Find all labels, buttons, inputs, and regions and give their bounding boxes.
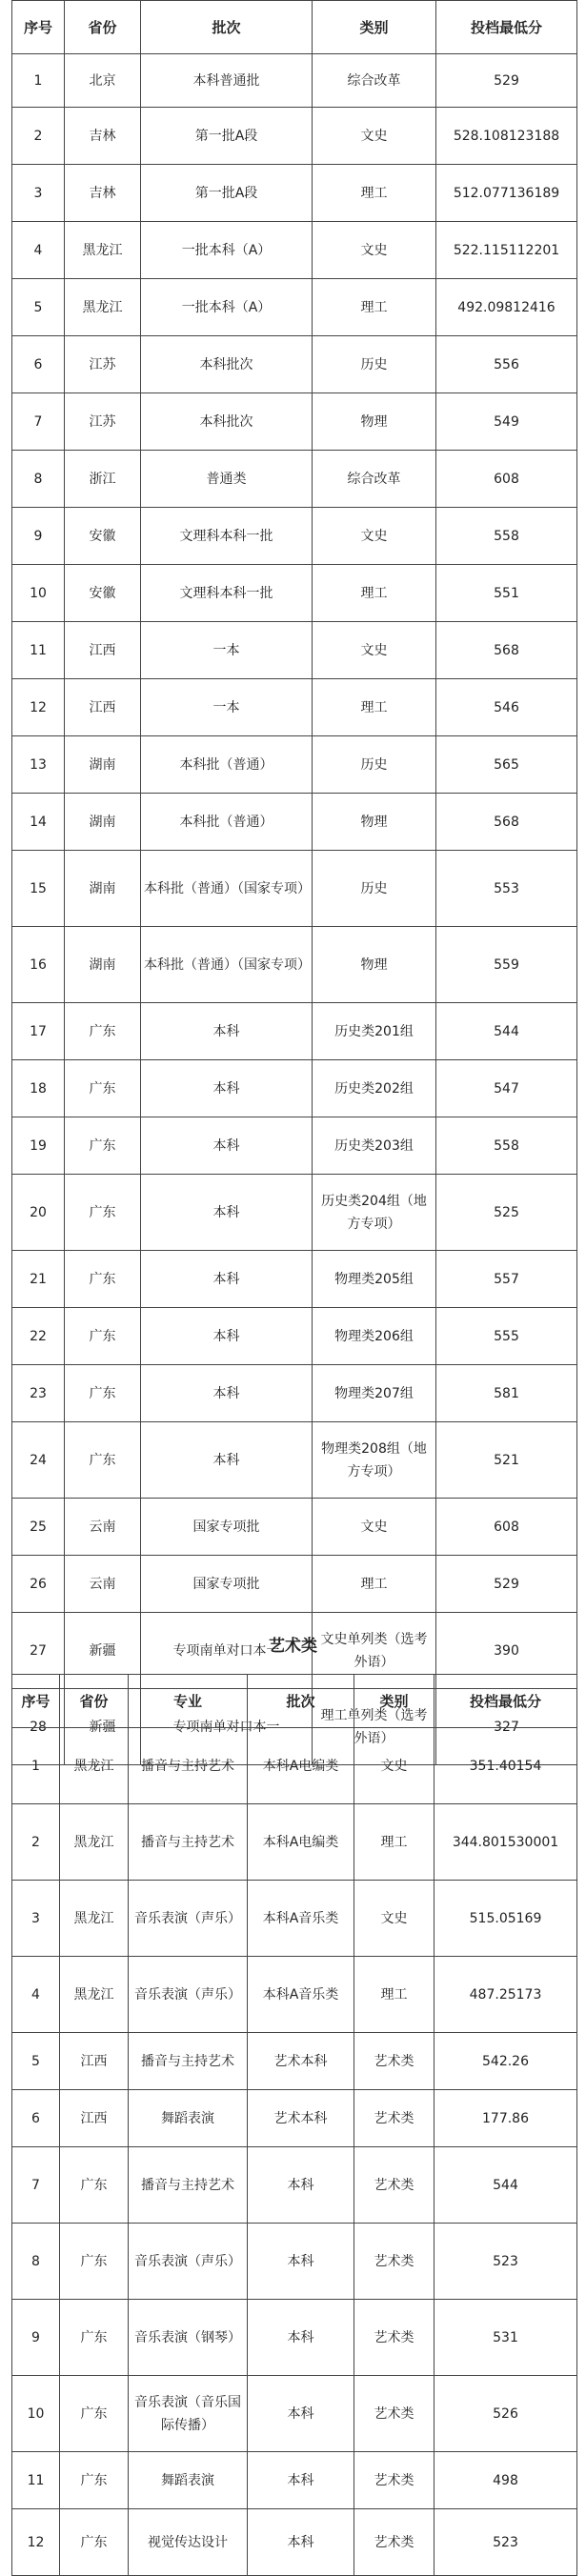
cell-index: 6 — [12, 2090, 60, 2147]
cell-category: 艺术类 — [354, 2224, 434, 2300]
cell-min-score: 565 — [436, 736, 577, 794]
cell-batch: 本科批（普通）（国家专项） — [141, 927, 313, 1003]
cell-batch: 专项南单对口本一 — [141, 1689, 313, 1765]
cell-category: 历史 — [313, 736, 436, 794]
cell-province: 黑龙江 — [65, 222, 141, 279]
cell-min-score: 556 — [436, 336, 577, 393]
cell-min-score: 523 — [434, 2224, 577, 2300]
cell-category: 历史类201组 — [313, 1003, 436, 1060]
col-header-min-score: 投档最低分 — [436, 1, 577, 54]
cell-category: 历史 — [313, 851, 436, 927]
cell-province: 江苏 — [65, 393, 141, 451]
cell-min-score: 487.25173 — [434, 1957, 577, 2033]
col-header-province: 省份 — [65, 1, 141, 54]
cell-batch: 一本 — [141, 679, 313, 736]
table-row — [12, 165, 577, 222]
cell-province: 云南 — [65, 1499, 141, 1556]
col-header-batch: 批次 — [141, 1, 313, 54]
cell-index: 2 — [12, 108, 65, 165]
cell-province: 江西 — [60, 2033, 129, 2090]
cell-category: 文史 — [313, 622, 436, 679]
cell-index: 6 — [12, 336, 65, 393]
cell-category: 物理类205组 — [313, 1251, 436, 1308]
table-row — [12, 2090, 577, 2147]
col-header-province: 省份 — [60, 1675, 129, 1728]
cell-batch: 本科 — [141, 1003, 313, 1060]
cell-index: 9 — [12, 508, 65, 565]
col-header-batch: 批次 — [248, 1675, 354, 1728]
cell-index: 4 — [12, 1957, 60, 2033]
cell-province: 江西 — [65, 622, 141, 679]
table-row — [12, 1060, 577, 1117]
cell-province: 广东 — [65, 1003, 141, 1060]
cell-category: 历史类203组 — [313, 1117, 436, 1175]
admission-table — [11, 0, 577, 1765]
cell-province: 广东 — [65, 1175, 141, 1251]
cell-category: 物理 — [313, 794, 436, 851]
cell-min-score: 553 — [436, 851, 577, 927]
cell-category: 历史 — [313, 336, 436, 393]
table-row — [12, 1251, 577, 1308]
cell-major: 音乐表演（钢琴） — [129, 2300, 248, 2376]
cell-province: 广东 — [65, 1308, 141, 1365]
cell-province: 吉林 — [65, 108, 141, 165]
cell-min-score: 351.40154 — [434, 1728, 577, 1804]
cell-province: 安徽 — [65, 508, 141, 565]
cell-category: 文史 — [354, 1728, 434, 1804]
table-row — [12, 1175, 577, 1251]
cell-index: 18 — [12, 1060, 65, 1117]
cell-min-score: 498 — [434, 2452, 577, 2509]
cell-category: 理工 — [354, 1957, 434, 2033]
cell-batch: 本科批（普通）（国家专项） — [141, 851, 313, 927]
cell-batch: 本科 — [248, 2376, 354, 2452]
cell-category: 艺术类 — [354, 2090, 434, 2147]
cell-province: 新疆 — [65, 1689, 141, 1765]
cell-min-score: 544 — [434, 2147, 577, 2224]
cell-major: 播音与主持艺术 — [129, 1728, 248, 1804]
cell-major: 舞蹈表演 — [129, 2090, 248, 2147]
cell-index: 1 — [12, 1728, 60, 1804]
cell-index: 8 — [12, 2224, 60, 2300]
cell-min-score: 546 — [436, 679, 577, 736]
cell-batch: 本科批（普通） — [141, 794, 313, 851]
cell-category: 物理类207组 — [313, 1365, 436, 1422]
cell-major: 舞蹈表演 — [129, 2452, 248, 2509]
cell-category: 物理 — [313, 393, 436, 451]
table-row — [12, 622, 577, 679]
cell-province: 江西 — [60, 2090, 129, 2147]
cell-index: 12 — [12, 2509, 60, 2576]
cell-category: 物理类208组（地方专项） — [313, 1422, 436, 1499]
cell-min-score: 492.09812416 — [436, 279, 577, 336]
cell-index: 12 — [12, 679, 65, 736]
cell-province: 湖南 — [65, 927, 141, 1003]
cell-index: 22 — [12, 1308, 65, 1365]
table-row — [12, 736, 577, 794]
cell-province: 广东 — [60, 2300, 129, 2376]
table-row — [12, 1365, 577, 1422]
cell-province: 湖南 — [65, 736, 141, 794]
table-row — [12, 393, 577, 451]
cell-major: 音乐表演（声乐） — [129, 1957, 248, 2033]
cell-batch: 一批本科（A） — [141, 279, 313, 336]
cell-province: 广东 — [65, 1422, 141, 1499]
cell-batch: 本科 — [141, 1422, 313, 1499]
cell-min-score: 568 — [436, 794, 577, 851]
cell-province: 新疆 — [65, 1613, 141, 1689]
table-row — [12, 679, 577, 736]
cell-index: 4 — [12, 222, 65, 279]
cell-batch: 本科 — [141, 1117, 313, 1175]
cell-index: 17 — [12, 1003, 65, 1060]
col-header-category: 类别 — [313, 1, 436, 54]
cell-batch: 本科 — [141, 1251, 313, 1308]
cell-province: 广东 — [60, 2509, 129, 2576]
table-row — [12, 222, 577, 279]
cell-category: 艺术类 — [354, 2509, 434, 2576]
cell-province: 安徽 — [65, 565, 141, 622]
cell-index: 10 — [12, 565, 65, 622]
table-row — [12, 508, 577, 565]
cell-index: 5 — [12, 279, 65, 336]
cell-major: 播音与主持艺术 — [129, 1804, 248, 1881]
cell-min-score: 608 — [436, 1499, 577, 1556]
table-row — [12, 794, 577, 851]
cell-index: 13 — [12, 736, 65, 794]
cell-batch: 第一批A段 — [141, 108, 313, 165]
cell-major: 音乐表演（声乐） — [129, 2224, 248, 2300]
cell-category: 综合改革 — [313, 54, 436, 108]
cell-min-score: 542.26 — [434, 2033, 577, 2090]
table-row — [12, 2033, 577, 2090]
cell-index: 5 — [12, 2033, 60, 2090]
art-section-title: 艺术类 — [269, 1637, 317, 1656]
cell-category: 艺术类 — [354, 2376, 434, 2452]
cell-batch: 一本 — [141, 622, 313, 679]
cell-province: 江西 — [65, 679, 141, 736]
cell-batch: 本科批次 — [141, 393, 313, 451]
table-row — [12, 927, 577, 1003]
col-header-major: 专业 — [129, 1675, 248, 1728]
cell-province: 黑龙江 — [65, 279, 141, 336]
cell-province: 吉林 — [65, 165, 141, 222]
cell-index: 20 — [12, 1175, 65, 1251]
cell-category: 理工 — [313, 679, 436, 736]
cell-min-score: 531 — [434, 2300, 577, 2376]
cell-batch: 文理科本科一批 — [141, 508, 313, 565]
cell-index: 15 — [12, 851, 65, 927]
col-header-min-score: 投档最低分 — [434, 1675, 577, 1728]
cell-category: 文史 — [313, 108, 436, 165]
table-row — [12, 2224, 577, 2300]
table-header-row — [12, 1, 577, 54]
cell-index: 3 — [12, 165, 65, 222]
cell-min-score: 512.077136189 — [436, 165, 577, 222]
cell-min-score: 558 — [436, 1117, 577, 1175]
cell-province: 湖南 — [65, 851, 141, 927]
cell-category: 理工 — [313, 565, 436, 622]
table-row — [12, 1422, 577, 1499]
table-row — [12, 2509, 577, 2576]
cell-category: 物理类206组 — [313, 1308, 436, 1365]
table-row — [12, 1556, 577, 1613]
cell-index: 14 — [12, 794, 65, 851]
table-row — [12, 108, 577, 165]
cell-min-score: 177.86 — [434, 2090, 577, 2147]
cell-min-score: 551 — [436, 565, 577, 622]
cell-batch: 国家专项批 — [141, 1556, 313, 1613]
table-row — [12, 1957, 577, 2033]
cell-min-score: 547 — [436, 1060, 577, 1117]
cell-province: 黑龙江 — [60, 1728, 129, 1804]
cell-batch: 本科A电编类 — [248, 1804, 354, 1881]
cell-batch: 本科 — [248, 2509, 354, 2576]
cell-index: 21 — [12, 1251, 65, 1308]
cell-index: 26 — [12, 1556, 65, 1613]
cell-major: 播音与主持艺术 — [129, 2033, 248, 2090]
cell-batch: 国家专项批 — [141, 1499, 313, 1556]
cell-batch: 普通类 — [141, 451, 313, 508]
cell-min-score: 608 — [436, 451, 577, 508]
cell-province: 广东 — [65, 1117, 141, 1175]
cell-min-score: 559 — [436, 927, 577, 1003]
cell-province: 广东 — [60, 2452, 129, 2509]
cell-province: 江苏 — [65, 336, 141, 393]
cell-batch: 本科A音乐类 — [248, 1957, 354, 2033]
cell-min-score: 522.115112201 — [436, 222, 577, 279]
cell-index: 11 — [12, 2452, 60, 2509]
table-row — [12, 851, 577, 927]
table-row — [12, 1881, 577, 1957]
table-row — [12, 1308, 577, 1365]
cell-major: 播音与主持艺术 — [129, 2147, 248, 2224]
cell-province: 云南 — [65, 1556, 141, 1613]
cell-province: 广东 — [60, 2376, 129, 2452]
cell-major: 视觉传达设计 — [129, 2509, 248, 2576]
col-header-index: 序号 — [12, 1675, 60, 1728]
cell-category: 文史 — [313, 508, 436, 565]
cell-category: 文史单列类（选考外语） — [313, 1613, 436, 1689]
cell-batch: 本科批（普通） — [141, 736, 313, 794]
table-row — [12, 565, 577, 622]
cell-province: 广东 — [65, 1060, 141, 1117]
cell-province: 广东 — [65, 1251, 141, 1308]
table-row — [12, 279, 577, 336]
cell-min-score: 581 — [436, 1365, 577, 1422]
cell-batch: 专项南单对口本一 — [141, 1613, 313, 1689]
col-header-category: 类别 — [354, 1675, 434, 1728]
table-row — [12, 336, 577, 393]
cell-index: 7 — [12, 2147, 60, 2224]
cell-category: 物理 — [313, 927, 436, 1003]
cell-province: 湖南 — [65, 794, 141, 851]
cell-batch: 第一批A段 — [141, 165, 313, 222]
cell-min-score: 523 — [434, 2509, 577, 2576]
table-row — [12, 1003, 577, 1060]
cell-batch: 本科A电编类 — [248, 1728, 354, 1804]
cell-min-score: 557 — [436, 1251, 577, 1308]
cell-province: 浙江 — [65, 451, 141, 508]
cell-index: 25 — [12, 1499, 65, 1556]
cell-min-score: 558 — [436, 508, 577, 565]
table-row — [12, 2147, 577, 2224]
cell-batch: 艺术本科 — [248, 2090, 354, 2147]
table-header-row — [12, 1675, 577, 1728]
table-row — [12, 2300, 577, 2376]
cell-min-score: 529 — [436, 54, 577, 108]
cell-category: 历史类204组（地方专项） — [313, 1175, 436, 1251]
cell-min-score: 344.801530001 — [434, 1804, 577, 1881]
cell-index: 9 — [12, 2300, 60, 2376]
cell-category: 艺术类 — [354, 2300, 434, 2376]
cell-min-score: 549 — [436, 393, 577, 451]
cell-batch: 本科 — [141, 1365, 313, 1422]
cell-province: 广东 — [60, 2224, 129, 2300]
cell-index: 27 — [12, 1613, 65, 1689]
cell-min-score: 528.108123188 — [436, 108, 577, 165]
table-row — [12, 1117, 577, 1175]
cell-index: 16 — [12, 927, 65, 1003]
cell-category: 理工 — [313, 1556, 436, 1613]
cell-batch: 本科 — [248, 2224, 354, 2300]
cell-province: 黑龙江 — [60, 1881, 129, 1957]
cell-min-score: 544 — [436, 1003, 577, 1060]
art-admission-table — [11, 1674, 577, 2576]
cell-index: 24 — [12, 1422, 65, 1499]
cell-category: 文史 — [313, 1499, 436, 1556]
cell-batch: 本科A音乐类 — [248, 1881, 354, 1957]
cell-batch: 本科普通批 — [141, 54, 313, 108]
cell-category: 理工单列类（选考外语） — [313, 1689, 436, 1765]
cell-batch: 本科 — [248, 2300, 354, 2376]
cell-index: 23 — [12, 1365, 65, 1422]
cell-index: 10 — [12, 2376, 60, 2452]
cell-category: 文史 — [354, 1881, 434, 1957]
cell-category: 理工 — [313, 279, 436, 336]
cell-index: 3 — [12, 1881, 60, 1957]
cell-category: 历史类202组 — [313, 1060, 436, 1117]
cell-category: 文史 — [313, 222, 436, 279]
table-row — [12, 2376, 577, 2452]
cell-index: 19 — [12, 1117, 65, 1175]
table-row — [12, 1728, 577, 1804]
cell-batch: 本科 — [141, 1175, 313, 1251]
cell-batch: 本科 — [141, 1308, 313, 1365]
table-row — [12, 1804, 577, 1881]
cell-min-score: 521 — [436, 1422, 577, 1499]
col-header-index: 序号 — [12, 1, 65, 54]
table-row — [12, 54, 577, 108]
cell-index: 1 — [12, 54, 65, 108]
cell-batch: 本科 — [248, 2452, 354, 2509]
cell-index: 28 — [12, 1689, 65, 1765]
cell-min-score: 526 — [434, 2376, 577, 2452]
cell-batch: 本科批次 — [141, 336, 313, 393]
cell-province: 广东 — [60, 2147, 129, 2224]
cell-index: 7 — [12, 393, 65, 451]
cell-batch: 本科 — [248, 2147, 354, 2224]
cell-province: 黑龙江 — [60, 1957, 129, 2033]
table-row — [12, 451, 577, 508]
cell-province: 北京 — [65, 54, 141, 108]
cell-batch: 艺术本科 — [248, 2033, 354, 2090]
cell-min-score: 525 — [436, 1175, 577, 1251]
cell-index: 8 — [12, 451, 65, 508]
cell-min-score: 390 — [436, 1613, 577, 1689]
cell-category: 理工 — [313, 165, 436, 222]
table-row — [12, 2452, 577, 2509]
cell-category: 综合改革 — [313, 451, 436, 508]
cell-major: 音乐表演（声乐） — [129, 1881, 248, 1957]
cell-province: 黑龙江 — [60, 1804, 129, 1881]
table-row — [12, 1499, 577, 1556]
cell-category: 艺术类 — [354, 2147, 434, 2224]
cell-min-score: 555 — [436, 1308, 577, 1365]
cell-index: 11 — [12, 622, 65, 679]
cell-min-score: 568 — [436, 622, 577, 679]
cell-major: 音乐表演（音乐国际传播） — [129, 2376, 248, 2452]
cell-category: 艺术类 — [354, 2033, 434, 2090]
cell-batch: 本科 — [141, 1060, 313, 1117]
cell-min-score: 515.05169 — [434, 1881, 577, 1957]
cell-category: 理工 — [354, 1804, 434, 1881]
cell-category: 艺术类 — [354, 2452, 434, 2509]
cell-batch: 一批本科（A） — [141, 222, 313, 279]
cell-province: 广东 — [65, 1365, 141, 1422]
cell-min-score: 529 — [436, 1556, 577, 1613]
cell-batch: 文理科本科一批 — [141, 565, 313, 622]
cell-index: 2 — [12, 1804, 60, 1881]
cell-min-score: 327 — [436, 1689, 577, 1765]
